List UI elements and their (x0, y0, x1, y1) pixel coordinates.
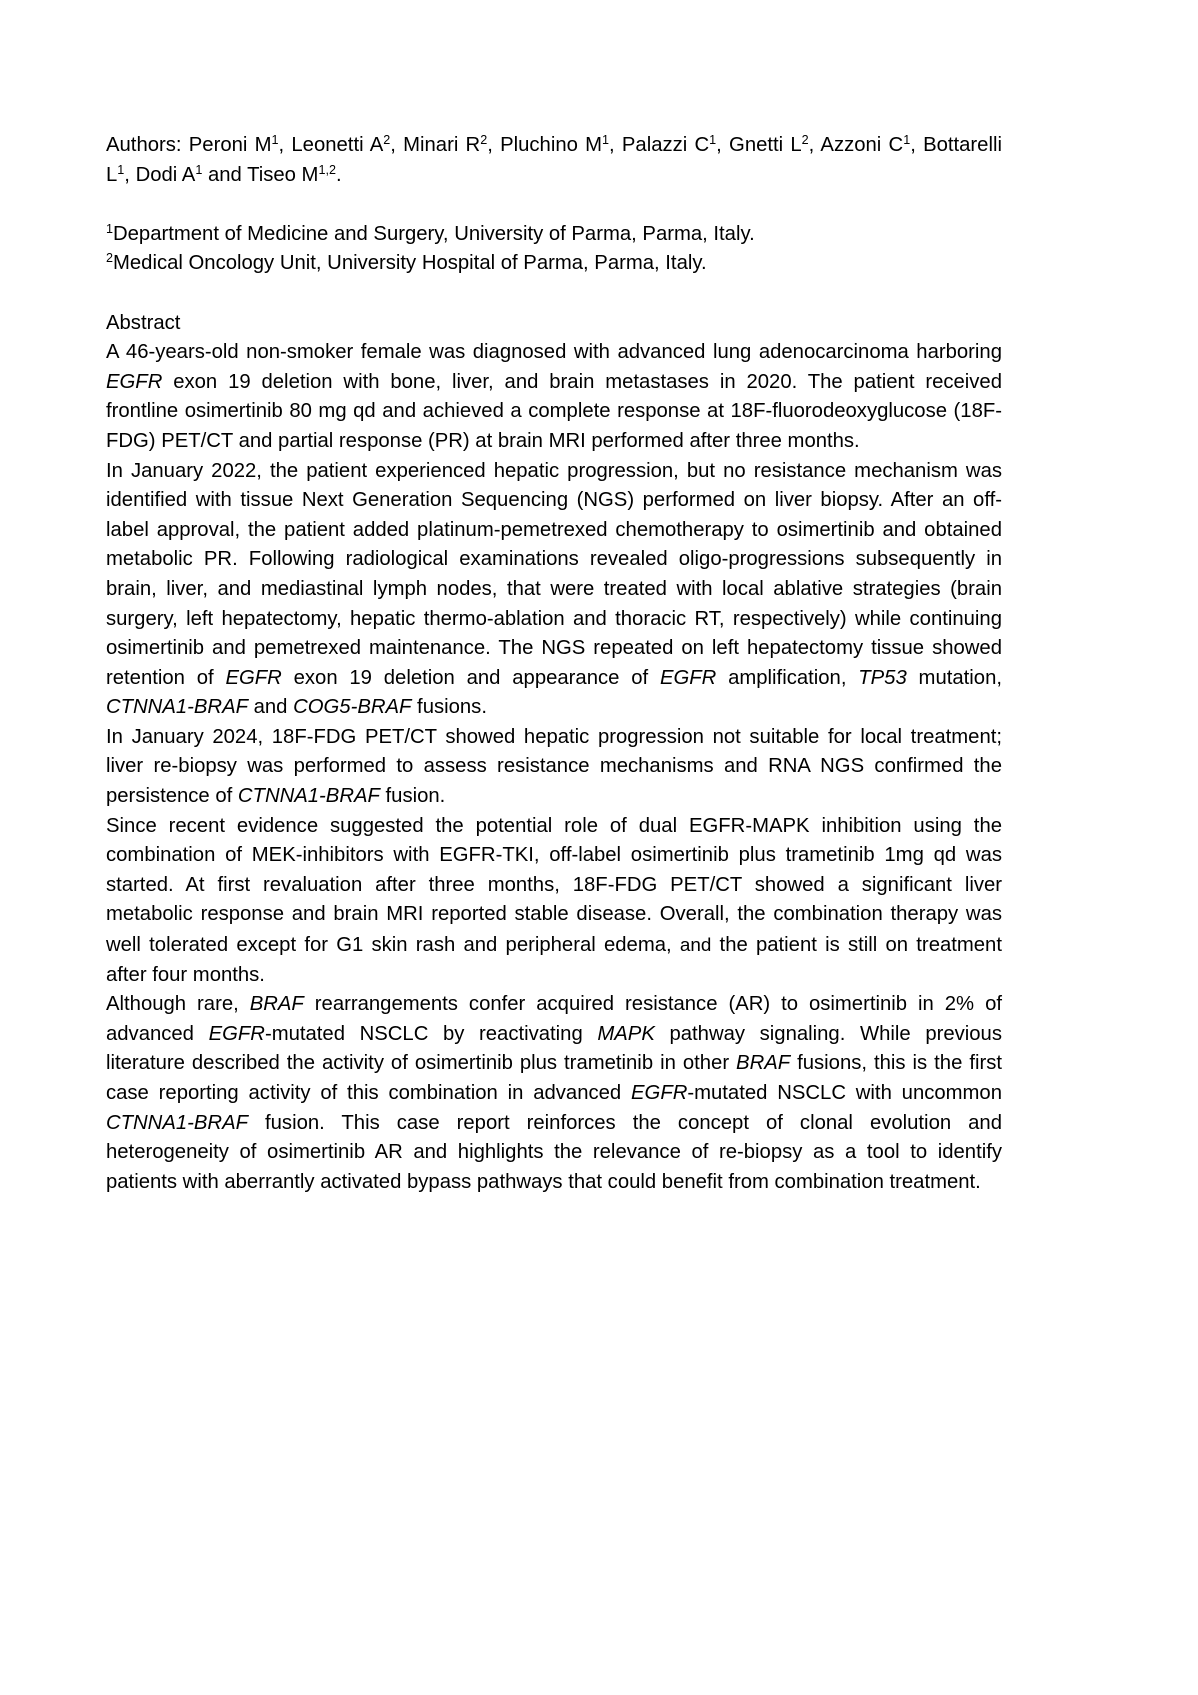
affiliation-number: 2 (106, 251, 113, 266)
text-run: A 46-years-old non-smoker female was diagnosed with advanced lung adenocarcinoma harboring (106, 341, 1002, 364)
gene-name: CTNNA1-BRAF (106, 696, 248, 719)
author-name: Gnetti L (729, 134, 802, 156)
author-affiliation: 2 (480, 133, 488, 148)
author-name: Dodi A (135, 163, 196, 186)
author (247, 164, 342, 186)
author-affiliation: 1 (709, 133, 717, 148)
text-run: and (247, 696, 294, 719)
abstract-body (106, 338, 1002, 1197)
spacer (106, 279, 1002, 309)
author-name: Pluchino M (500, 134, 603, 156)
author (820, 134, 923, 156)
abstract-heading: Abstract (106, 311, 181, 334)
author-affiliation: 1,2 (318, 162, 336, 177)
text-run: exon 19 deletion with bone, liver, and brain metastases in 2020. The patient received frontline osimertinib 80 mg qd and achieved a complete response at 18F-fluorodeoxyglucose (18F-FDG) PET/CT and partial response (PR) at brain MRI performed after three months. (106, 370, 1002, 452)
gene-name: MAPK (597, 1022, 655, 1045)
authors-label: Authors: (106, 134, 182, 156)
gene-name: COG5-BRAF (293, 696, 412, 719)
author-name: Peroni M (188, 134, 272, 156)
author-affiliation: 1 (195, 162, 203, 177)
gene-name: EGFR (208, 1022, 265, 1045)
text-run: rearrangements confer acquired resistance (AR) to osimertinib in 2% of advanced (106, 993, 1002, 1045)
author-separator: , (278, 134, 292, 156)
abstract-paragraph (106, 723, 1002, 812)
affiliation-text: Medical Oncology Unit, University Hospital of Parma, Parma, Italy. (113, 252, 707, 275)
author-separator: , (808, 134, 821, 156)
author-separator: , (716, 134, 730, 156)
author-name: Tiseo M (247, 163, 319, 186)
author-name: Minari R (403, 134, 481, 156)
affiliation-number: 1 (106, 221, 113, 236)
authors-list (106, 134, 1002, 186)
spacer (106, 190, 1002, 220)
text-run: fusion. (379, 785, 446, 808)
text-run: mutation, (906, 666, 1002, 689)
abstract-paragraph (106, 812, 1002, 991)
author-separator: . (335, 163, 342, 186)
text-run: the patient is still on treatment after four months. (106, 934, 1002, 986)
author-affiliation: 1 (271, 133, 279, 148)
affiliations (106, 220, 1002, 279)
text-run: Since recent evidence suggested the potential role of dual EGFR-MAPK inhibition using the combination of MEK-inhibitors with EGFR-TKI, off-label osimertinib plus trametinib 1mg qd was started. At first revaluation after three months, 18F-FDG PET/CT showed a significant liver metabolic response and brain MRI reported stable disease. Overall, the combination therapy was well tolerated except for G1 skin rash and peripheral edema, (106, 814, 1002, 957)
author-affiliation: 1 (903, 133, 911, 148)
author (403, 134, 500, 156)
authors-line (106, 131, 1002, 190)
author (189, 134, 292, 156)
author (136, 164, 248, 186)
text-run: Although rare, (106, 993, 250, 1016)
text-run: In January 2024, 18F-FDG PET/CT showed hepatic progression not suitable for local treatment; liver re-biopsy was performed to assess resistance mechanisms and RNA NGS confirmed the persistence of (106, 725, 1002, 808)
author (500, 134, 622, 156)
gene-name: EGFR (106, 370, 163, 393)
text-run: -mutated NSCLC by reactivating (264, 1022, 598, 1045)
author-affiliation: 2 (383, 133, 391, 148)
text-run: amplification, (716, 666, 859, 689)
abstract-paragraph (106, 990, 1002, 1197)
author (729, 134, 820, 156)
author-affiliation: 1 (117, 162, 125, 177)
text-run: exon 19 deletion and appearance of (281, 666, 660, 689)
gene-name: BRAF (736, 1052, 791, 1075)
gene-name: EGFR (225, 666, 282, 689)
author-name: Palazzi C (621, 134, 710, 156)
text-run: -mutated NSCLC with uncommon (687, 1082, 1002, 1104)
author-name: Azzoni C (820, 134, 904, 156)
text-run: fusions, this is the first case reporting activity of this combination in advanced (106, 1052, 1002, 1104)
author-name: Bottarelli L (106, 134, 1002, 186)
author-separator: , (609, 134, 622, 156)
author-separator: and (202, 163, 248, 186)
text-run: In January 2022, the patient experienced hepatic progression, but no resistance mechanism was identified with tissue Next Generation Sequencing (NGS) performed on liver biopsy. After an off-label approval, the patient added platinum-pemetrexed chemotherapy to osimertinib and obtained metabolic PR. Following radiological examinations revealed oligo-progressions subsequently in brain, liver, and mediastinal lymph nodes, that were treated with local ablative strategies (brain surgery, left hepatectomy, hepatic thermo-ablation and thoracic RT, respectively) while continuing osimertinib and pemetrexed maintenance. The NGS repeated on left hepatectomy tissue showed retention of (106, 459, 1002, 689)
gene-name: CTNNA1-BRAF (237, 785, 380, 808)
gene-name: EGFR (659, 666, 717, 689)
gene-name: CTNNA1-BRAF (106, 1111, 248, 1134)
author-affiliation: 2 (801, 133, 809, 148)
document-page (106, 131, 1002, 1197)
text-run: fusions. (411, 696, 487, 719)
author-separator: , (390, 134, 404, 156)
author (291, 134, 403, 156)
author-separator: , (124, 163, 136, 186)
affiliation-1 (106, 220, 1002, 250)
author-separator: , (910, 134, 924, 156)
text-run: fusion. This case report reinforces the concept of clonal evolution and heterogeneity of osimertinib AR and highlights the relevance of re-biopsy as a tool to identify patients with aberrantly activated bypass pathways that could benefit from combination treatment. (106, 1111, 1002, 1193)
text-run: and (679, 934, 712, 956)
abstract-paragraph (106, 338, 1002, 456)
author-name: Leonetti A (291, 134, 384, 156)
text-run: pathway signaling. While previous literature described the activity of osimertinib plus trametinib in other (106, 1022, 1002, 1075)
author-affiliation: 1 (602, 133, 610, 148)
gene-name: TP53 (858, 666, 907, 689)
affiliation-2 (106, 249, 1002, 279)
gene-name: BRAF (249, 993, 304, 1016)
affiliation-text: Department of Medicine and Surgery, University of Parma, Parma, Italy. (113, 222, 755, 245)
author (622, 134, 729, 156)
gene-name: EGFR (631, 1082, 688, 1104)
abstract-paragraph (106, 457, 1002, 723)
author-separator: , (487, 134, 501, 156)
